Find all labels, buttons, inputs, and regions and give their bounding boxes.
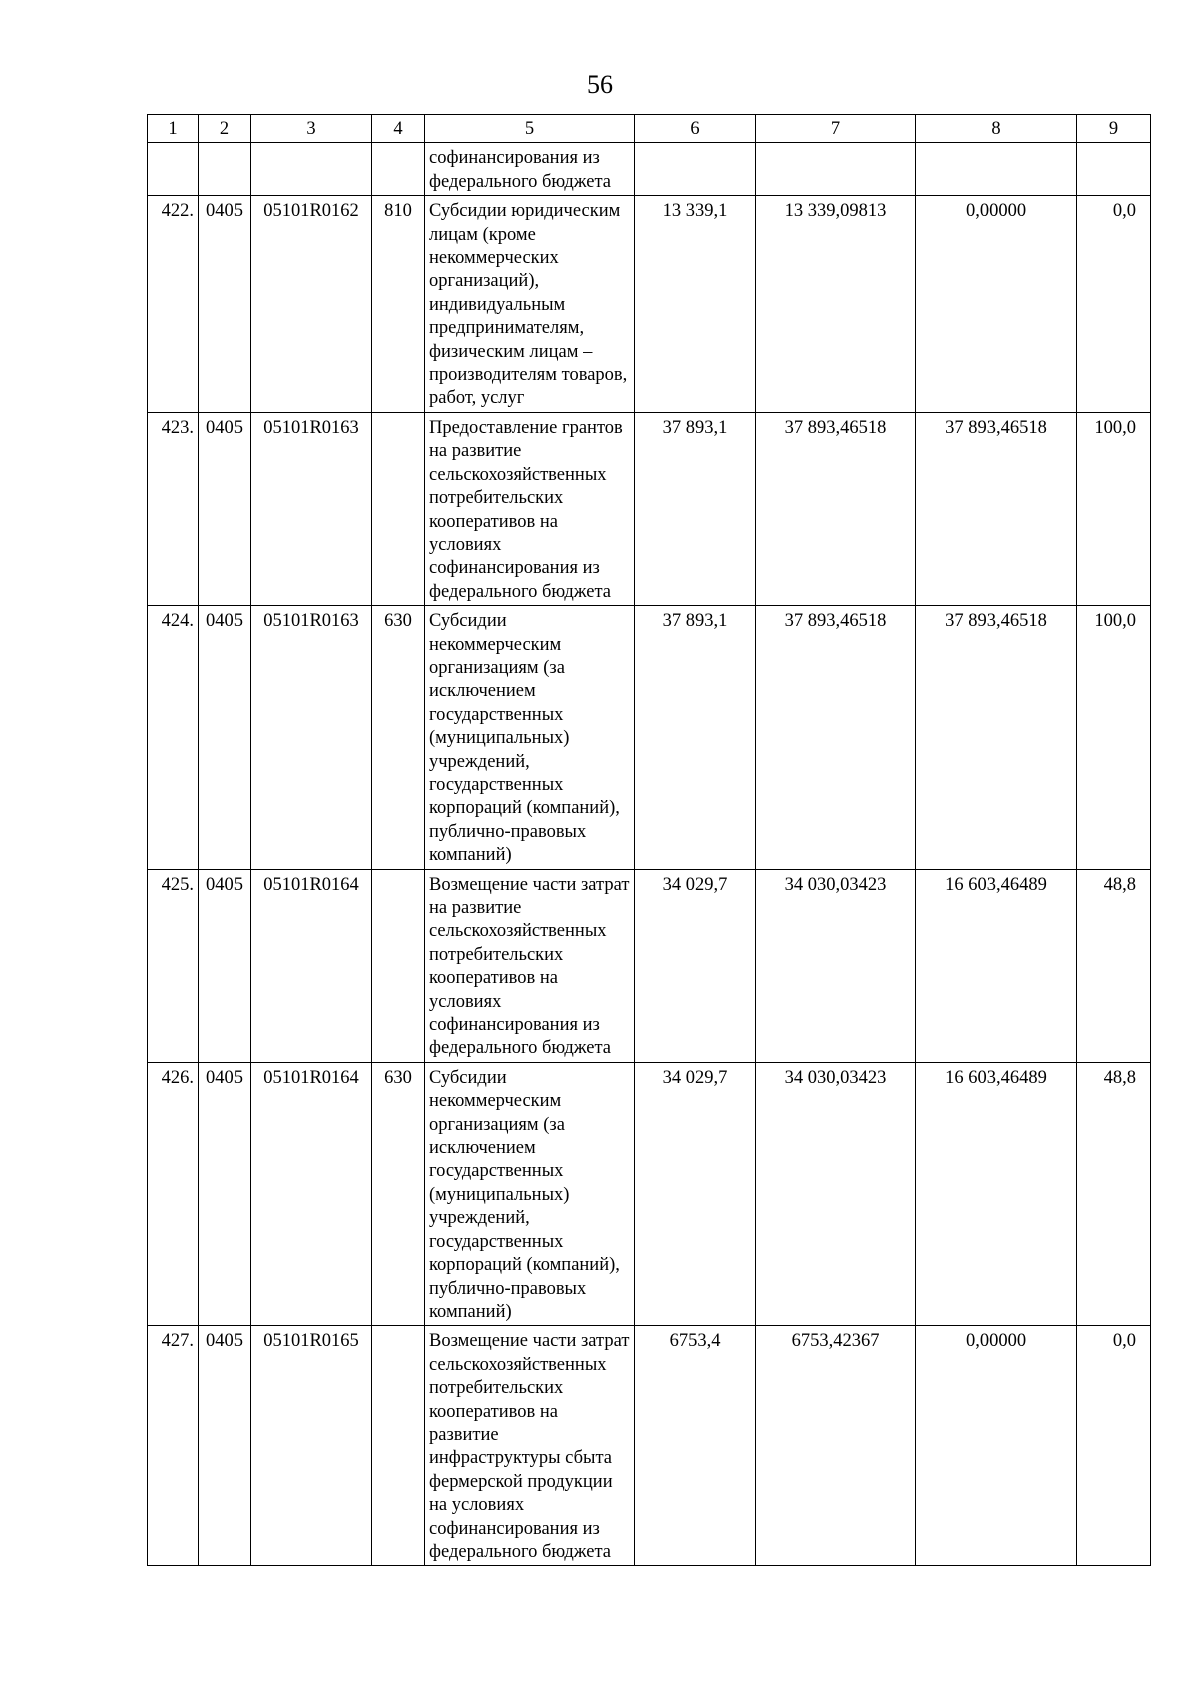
target-code-cell: 05101R0164	[251, 1062, 372, 1325]
target-code-cell: 05101R0162	[251, 196, 372, 413]
page-number: 56	[587, 70, 613, 99]
plan-amount-cell: 37 893,1	[635, 412, 756, 605]
section-code-cell: 0405	[199, 196, 251, 413]
header-cell: 4	[372, 115, 425, 143]
percent-cell	[1077, 143, 1151, 196]
section-code-cell: 0405	[199, 606, 251, 869]
item-name-cell: Предоставление грантов на развитие сельскохозяйственных потребительских кооперативов на условиях софинансирования из федерального бюджета	[425, 412, 635, 605]
table-row	[148, 606, 1151, 869]
header-cell: 5	[425, 115, 635, 143]
executed-amount-cell: 37 893,46518	[916, 412, 1077, 605]
plan-amount-cell	[635, 143, 756, 196]
row-number-cell: 426.	[148, 1062, 199, 1325]
adjusted-amount-cell: 6753,42367	[756, 1326, 916, 1566]
header-row	[148, 115, 1151, 143]
item-name-cell: Возмещение части затрат сельскохозяйственных потребительских кооперативов на развитие инфраструктуры сбыта фермерской продукции на условиях софинансирования из федерального бюджета	[425, 1326, 635, 1566]
section-code-cell: 0405	[199, 1326, 251, 1566]
header-cell: 1	[148, 115, 199, 143]
executed-amount-cell: 16 603,46489	[916, 1062, 1077, 1325]
target-code-cell: 05101R0163	[251, 606, 372, 869]
table-row	[148, 412, 1151, 605]
percent-cell: 100,0	[1077, 412, 1151, 605]
item-name-cell: Возмещение части затрат на развитие сельскохозяйственных потребительских кооперативов на условиях софинансирования из федерального бюджета	[425, 869, 635, 1062]
row-number-cell: 425.	[148, 869, 199, 1062]
header-cell: 8	[916, 115, 1077, 143]
item-name-cell: Субсидии некоммерческим организациям (за исключением государственных (муниципальных) учреждений, государственных корпораций (компаний), публично-правовых компаний)	[425, 1062, 635, 1325]
percent-cell: 0,0	[1077, 196, 1151, 413]
adjusted-amount-cell: 37 893,46518	[756, 606, 916, 869]
table-row	[148, 196, 1151, 413]
section-code-cell: 0405	[199, 412, 251, 605]
table-row	[148, 1062, 1151, 1325]
expense-kind-cell: 810	[372, 196, 425, 413]
row-number-cell: 424.	[148, 606, 199, 869]
row-number-cell	[148, 143, 199, 196]
expense-kind-cell	[372, 869, 425, 1062]
item-name-cell: софинансирования из федерального бюджета	[425, 143, 635, 196]
executed-amount-cell: 0,00000	[916, 196, 1077, 413]
row-number-cell: 427.	[148, 1326, 199, 1566]
expense-kind-cell	[372, 143, 425, 196]
plan-amount-cell: 34 029,7	[635, 1062, 756, 1325]
header-cell: 9	[1077, 115, 1151, 143]
executed-amount-cell	[916, 143, 1077, 196]
continuation-row	[148, 143, 1151, 196]
header-cell: 2	[199, 115, 251, 143]
target-code-cell: 05101R0165	[251, 1326, 372, 1566]
plan-amount-cell: 6753,4	[635, 1326, 756, 1566]
percent-cell: 48,8	[1077, 869, 1151, 1062]
target-code-cell: 05101R0163	[251, 412, 372, 605]
budget-table	[147, 114, 1151, 1566]
row-number-cell: 423.	[148, 412, 199, 605]
table-row	[148, 1326, 1151, 1566]
plan-amount-cell: 13 339,1	[635, 196, 756, 413]
executed-amount-cell: 37 893,46518	[916, 606, 1077, 869]
executed-amount-cell: 16 603,46489	[916, 869, 1077, 1062]
expense-kind-cell	[372, 1326, 425, 1566]
plan-amount-cell: 37 893,1	[635, 606, 756, 869]
percent-cell: 100,0	[1077, 606, 1151, 869]
executed-amount-cell: 0,00000	[916, 1326, 1077, 1566]
percent-cell: 0,0	[1077, 1326, 1151, 1566]
expense-kind-cell: 630	[372, 606, 425, 869]
table-row	[148, 869, 1151, 1062]
target-code-cell	[251, 143, 372, 196]
target-code-cell: 05101R0164	[251, 869, 372, 1062]
item-name-cell: Субсидии юридическим лицам (кроме некоммерческих организаций), индивидуальным предпринимателям, физическим лицам – производителям товаров, работ, услуг	[425, 196, 635, 413]
expense-kind-cell	[372, 412, 425, 605]
item-name-cell: Субсидии некоммерческим организациям (за исключением государственных (муниципальных) учреждений, государственных корпораций (компаний), публично-правовых компаний)	[425, 606, 635, 869]
adjusted-amount-cell: 34 030,03423	[756, 869, 916, 1062]
adjusted-amount-cell: 13 339,09813	[756, 196, 916, 413]
adjusted-amount-cell: 34 030,03423	[756, 1062, 916, 1325]
section-code-cell	[199, 143, 251, 196]
section-code-cell: 0405	[199, 869, 251, 1062]
expense-kind-cell: 630	[372, 1062, 425, 1325]
plan-amount-cell: 34 029,7	[635, 869, 756, 1062]
section-code-cell: 0405	[199, 1062, 251, 1325]
adjusted-amount-cell: 37 893,46518	[756, 412, 916, 605]
row-number-cell: 422.	[148, 196, 199, 413]
adjusted-amount-cell	[756, 143, 916, 196]
percent-cell: 48,8	[1077, 1062, 1151, 1325]
header-cell: 3	[251, 115, 372, 143]
header-cell: 6	[635, 115, 756, 143]
header-cell: 7	[756, 115, 916, 143]
